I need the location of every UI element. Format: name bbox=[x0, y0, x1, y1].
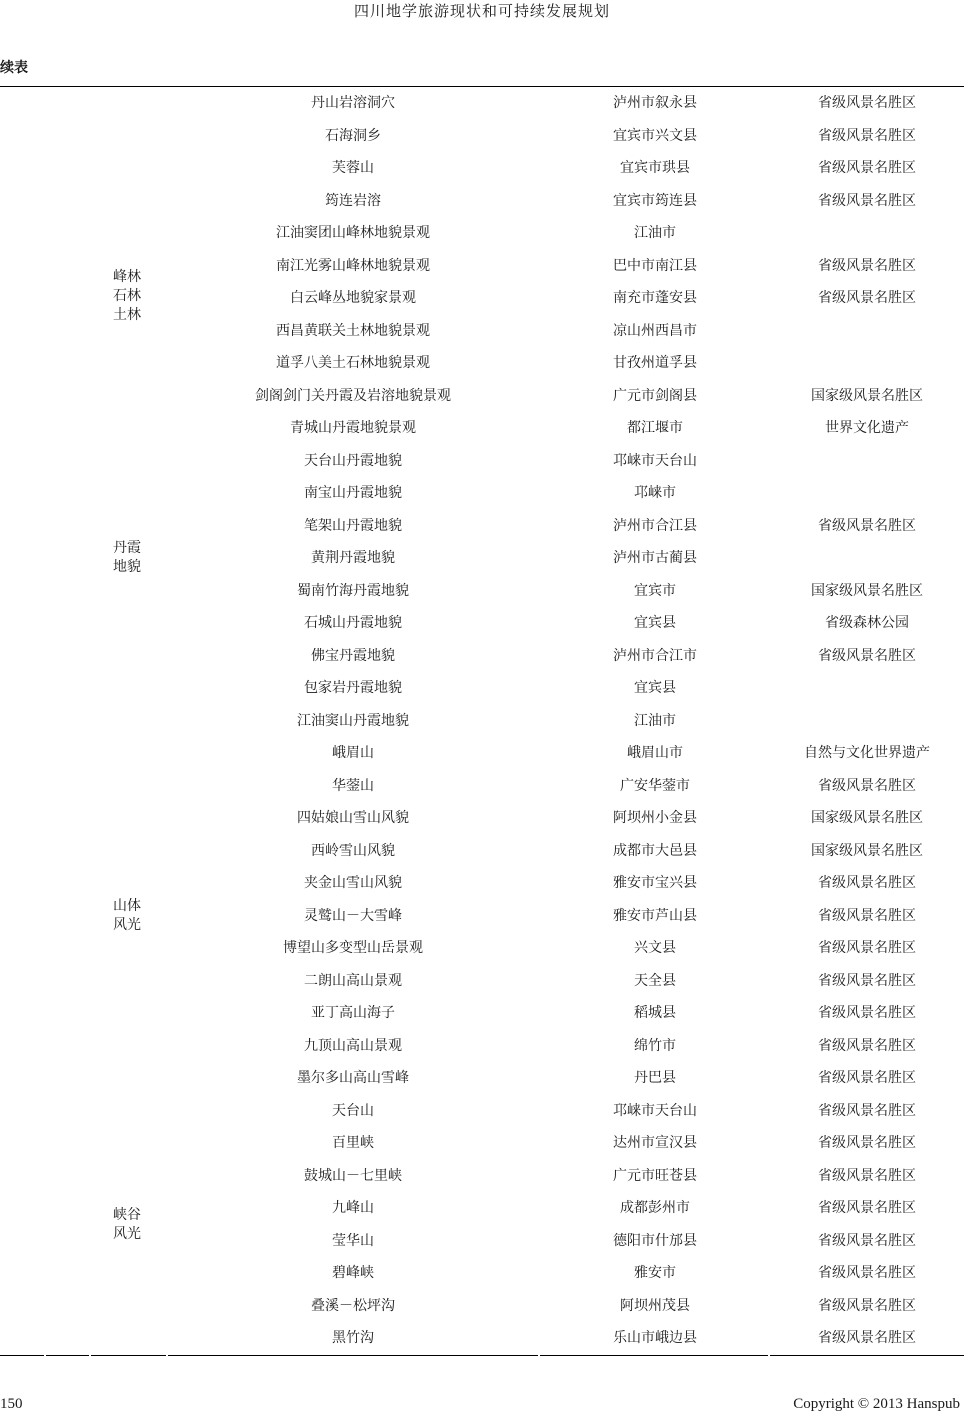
scenic-spot-level: 省级森林公园 bbox=[825, 615, 909, 631]
scenic-spot-name: 佛宝丹霞地貌 bbox=[311, 647, 395, 664]
scenic-spot-location: 江油市 bbox=[634, 712, 676, 729]
scenic-spot-level: 省级风景名胜区 bbox=[818, 1167, 916, 1184]
scenic-spot-name: 江油窦团山峰林地貌景观 bbox=[276, 225, 430, 241]
table-row bbox=[0, 932, 964, 965]
scenic-spot-name: 南江光雾山峰林地貌景观 bbox=[276, 257, 430, 274]
scenic-spot-location: 峨眉山市 bbox=[627, 745, 683, 761]
table-row bbox=[0, 607, 964, 640]
table-row bbox=[0, 1225, 964, 1258]
scenic-spot-level bbox=[770, 315, 964, 348]
scenic-spot-level: 省级风景名胜区 bbox=[818, 257, 916, 274]
scenic-spot-name: 亚丁高山海子 bbox=[311, 1005, 395, 1021]
table-row bbox=[0, 152, 964, 185]
scenic-spot-level: 省级风景名胜区 bbox=[818, 940, 916, 956]
table-bottom-rule-segment bbox=[168, 1355, 538, 1356]
table-bottom-rule bbox=[0, 1355, 964, 1357]
scenic-spot-level: 省级风景名胜区 bbox=[818, 1135, 916, 1151]
scenic-spot-location: 宜宾市 bbox=[634, 582, 676, 599]
scenic-spot-location: 阿坝州小金县 bbox=[613, 810, 697, 826]
copyright-notice: Copyright © 2013 Hanspub bbox=[793, 1396, 960, 1412]
scenic-spot-level: 自然与文化世界遗产 bbox=[804, 745, 930, 761]
scenic-spot-level: 省级风景名胜区 bbox=[818, 1232, 916, 1249]
scenic-spot-location: 泸州市合江市 bbox=[613, 647, 697, 664]
scenic-spot-name: 碧峰峡 bbox=[332, 1265, 374, 1281]
scenic-spot-name: 筠连岩溶 bbox=[325, 192, 381, 209]
scenic-spot-name: 江油窦山丹霞地貌 bbox=[297, 712, 409, 729]
scenic-spot-location: 宜宾县 bbox=[634, 615, 676, 631]
table-row bbox=[0, 1030, 964, 1063]
scenic-spot-level bbox=[770, 217, 964, 250]
scenic-spot-location: 泸州市合江县 bbox=[613, 517, 697, 534]
table-row bbox=[0, 1160, 964, 1193]
scenic-spot-location: 江油市 bbox=[634, 225, 676, 241]
table-row bbox=[0, 997, 964, 1030]
scenic-spot-level: 省级风景名胜区 bbox=[818, 290, 916, 306]
scenic-spot-name: 青城山丹霞地貌景观 bbox=[290, 420, 416, 436]
scenic-spot-location: 广安华蓥市 bbox=[620, 777, 690, 794]
scenic-spot-location: 邛崃市 bbox=[634, 485, 676, 501]
group-label-line: 风光 bbox=[113, 1226, 141, 1242]
group-label-line: 地貌 bbox=[113, 559, 141, 575]
scenic-spot-level: 省级风景名胜区 bbox=[818, 1070, 916, 1086]
table-row bbox=[0, 120, 964, 153]
scenic-spot-name: 博望山多变型山岳景观 bbox=[283, 940, 423, 956]
scenic-spot-location: 宜宾县 bbox=[634, 680, 676, 696]
group-label-line: 峡谷 bbox=[113, 1207, 141, 1223]
scenic-spot-name: 西岭雪山风貌 bbox=[311, 842, 395, 859]
table-row bbox=[0, 347, 964, 380]
scenic-spot-location: 雅安市 bbox=[634, 1265, 676, 1281]
scenic-spot-name: 芙蓉山 bbox=[332, 160, 374, 176]
scenic-spot-name: 道孚八美土石林地貌景观 bbox=[276, 355, 430, 371]
table-row bbox=[0, 802, 964, 835]
scenic-spot-level: 国家级风景名胜区 bbox=[811, 810, 923, 826]
scenic-spot-name: 夹金山雪山风貌 bbox=[304, 875, 402, 891]
scenic-spot-level: 世界文化遗产 bbox=[825, 420, 909, 436]
scenic-spot-location: 成都市大邑县 bbox=[613, 842, 697, 859]
scenic-spot-location: 德阳市什邡县 bbox=[613, 1232, 697, 1249]
scenic-spot-level: 省级风景名胜区 bbox=[818, 907, 916, 924]
scenic-spot-name: 剑阁剑门关丹霞及岩溶地貌景观 bbox=[255, 387, 451, 404]
scenic-spot-name: 包家岩丹霞地貌 bbox=[304, 680, 402, 696]
table-row bbox=[0, 380, 964, 413]
scenic-spot-location: 广元市剑阁县 bbox=[613, 387, 697, 404]
scenic-spot-location: 宜宾市珙县 bbox=[620, 160, 690, 176]
scenic-spot-level bbox=[770, 672, 964, 705]
scenic-spot-name: 黄荆丹霞地貌 bbox=[311, 550, 395, 566]
table-row bbox=[0, 1192, 964, 1225]
scenic-spot-name: 白云峰丛地貌家景观 bbox=[290, 290, 416, 306]
scenic-spot-level: 省级风景名胜区 bbox=[818, 160, 916, 176]
group-label-line: 石林 bbox=[113, 288, 141, 304]
scenic-spot-level: 国家级风景名胜区 bbox=[811, 842, 923, 859]
scenic-spot-location: 邛崃市天台山 bbox=[613, 452, 697, 469]
scenic-spot-location: 达州市宣汉县 bbox=[613, 1135, 697, 1151]
scenic-spot-name: 二朗山高山景观 bbox=[304, 972, 402, 989]
table-bottom-rule-segment bbox=[46, 1355, 89, 1356]
scenic-spot-level: 国家级风景名胜区 bbox=[811, 582, 923, 599]
table-row bbox=[0, 672, 964, 705]
scenic-spot-location: 泸州市古蔺县 bbox=[613, 550, 697, 566]
scenic-spot-level: 国家级风景名胜区 bbox=[811, 387, 923, 404]
scenic-spot-location: 乐山市峨边县 bbox=[613, 1330, 697, 1346]
page-number: 150 bbox=[0, 1396, 23, 1412]
table-row bbox=[0, 1062, 964, 1095]
scenic-spot-name: 百里峡 bbox=[332, 1135, 374, 1151]
scenic-spot-name: 峨眉山 bbox=[332, 745, 374, 761]
scenic-spot-name: 丹山岩溶洞穴 bbox=[311, 95, 395, 111]
table-bottom-rule-segment bbox=[770, 1355, 964, 1356]
table-row bbox=[0, 965, 964, 998]
table-bottom-rule-segment bbox=[540, 1355, 768, 1356]
scenic-spot-level bbox=[770, 445, 964, 478]
table-row bbox=[0, 250, 964, 283]
table-row bbox=[0, 87, 964, 120]
group-label-line: 山体 bbox=[113, 898, 141, 914]
scenic-spot-level: 省级风景名胜区 bbox=[818, 777, 916, 794]
table-row bbox=[0, 315, 964, 348]
scenic-spot-name: 华蓥山 bbox=[332, 777, 374, 794]
scenic-spot-location: 天全县 bbox=[634, 972, 676, 989]
scenic-spot-location: 广元市旺苍县 bbox=[613, 1167, 697, 1184]
scenic-spot-name: 石城山丹霞地貌 bbox=[304, 615, 402, 631]
table-row bbox=[0, 542, 964, 575]
group-label-line: 风光 bbox=[113, 917, 141, 933]
scenic-spot-location: 邛崃市天台山 bbox=[613, 1102, 697, 1119]
scenic-spot-name: 四姑娘山雪山风貌 bbox=[297, 810, 409, 826]
scenic-spot-level: 省级风景名胜区 bbox=[818, 192, 916, 209]
table-row bbox=[0, 1127, 964, 1160]
scenic-spot-level: 省级风景名胜区 bbox=[818, 1297, 916, 1314]
table-row bbox=[0, 1322, 964, 1355]
scenic-spot-location: 巴中市南江县 bbox=[613, 257, 697, 274]
table-row bbox=[0, 217, 964, 250]
scenic-spot-location: 都江堰市 bbox=[627, 420, 683, 436]
table-row bbox=[0, 185, 964, 218]
scenic-spot-location: 南充市蓬安县 bbox=[613, 290, 697, 306]
scenic-spot-name: 鼓城山－七里峡 bbox=[304, 1167, 402, 1184]
scenic-spot-level: 省级风景名胜区 bbox=[818, 875, 916, 891]
table-row bbox=[0, 575, 964, 608]
table-bottom-rule-segment bbox=[91, 1355, 166, 1356]
scenic-spot-name: 墨尔多山高山雪峰 bbox=[297, 1070, 409, 1086]
group-label-line: 丹霞 bbox=[113, 540, 141, 556]
scenic-spot-name: 黑竹沟 bbox=[332, 1330, 374, 1346]
scenic-spot-location: 凉山州西昌市 bbox=[613, 322, 697, 339]
scenic-spot-name: 莹华山 bbox=[332, 1232, 374, 1249]
scenic-spot-location: 泸州市叙永县 bbox=[613, 95, 697, 111]
scenic-spot-location: 雅安市芦山县 bbox=[613, 907, 697, 924]
table-row bbox=[0, 900, 964, 933]
scenic-spot-level: 省级风景名胜区 bbox=[818, 95, 916, 111]
scenic-spot-name: 南宝山丹霞地貌 bbox=[304, 485, 402, 501]
scenic-spot-name: 天台山 bbox=[332, 1102, 374, 1119]
group-label-line: 峰林 bbox=[113, 269, 141, 285]
table-row bbox=[0, 1257, 964, 1290]
scenic-spot-location: 成都彭州市 bbox=[620, 1200, 690, 1216]
table-row bbox=[0, 477, 964, 510]
scenic-spot-level bbox=[770, 705, 964, 738]
scenic-spot-level: 省级风景名胜区 bbox=[818, 1005, 916, 1021]
scenic-spot-location: 绵竹市 bbox=[634, 1037, 676, 1054]
scenic-spot-name: 九峰山 bbox=[332, 1200, 374, 1216]
scenic-spot-level: 省级风景名胜区 bbox=[818, 1330, 916, 1346]
table-row bbox=[0, 282, 964, 315]
scenic-spot-name: 天台山丹霞地貌 bbox=[304, 452, 402, 469]
table-row bbox=[0, 705, 964, 738]
scenic-spot-name: 蜀南竹海丹霞地貌 bbox=[297, 582, 409, 599]
scenic-spot-level: 省级风景名胜区 bbox=[818, 1037, 916, 1054]
scenic-spot-location: 稻城县 bbox=[634, 1005, 676, 1021]
scenic-spot-level: 省级风景名胜区 bbox=[818, 647, 916, 664]
scenic-spot-name: 西昌黄联关土林地貌景观 bbox=[276, 322, 430, 339]
scenic-spot-location: 阿坝州茂县 bbox=[620, 1297, 690, 1314]
table-row bbox=[0, 867, 964, 900]
table-continued-label: 续表 bbox=[0, 60, 28, 76]
scenic-spot-name: 石海洞乡 bbox=[325, 127, 381, 144]
scenic-spot-level: 省级风景名胜区 bbox=[818, 972, 916, 989]
table-row bbox=[0, 1095, 964, 1128]
scenic-spot-level: 省级风景名胜区 bbox=[818, 1265, 916, 1281]
table-row bbox=[0, 1290, 964, 1323]
scenic-spot-level: 省级风景名胜区 bbox=[818, 517, 916, 534]
table-row bbox=[0, 835, 964, 868]
scenic-spot-level: 省级风景名胜区 bbox=[818, 1200, 916, 1216]
scenic-spot-location: 兴文县 bbox=[634, 940, 676, 956]
table-row bbox=[0, 640, 964, 673]
group-label-line: 土林 bbox=[113, 307, 141, 323]
scenic-table-body bbox=[0, 87, 964, 1355]
scenic-spot-location: 丹巴县 bbox=[634, 1070, 676, 1086]
table-row bbox=[0, 445, 964, 478]
scenic-spot-location: 宜宾市筠连县 bbox=[613, 192, 697, 209]
table-bottom-rule-segment bbox=[0, 1355, 44, 1356]
scenic-spot-level bbox=[770, 542, 964, 575]
scenic-spot-level bbox=[770, 477, 964, 510]
scenic-spot-name: 灵鹫山－大雪峰 bbox=[304, 907, 402, 924]
scenic-spot-name: 九顶山高山景观 bbox=[304, 1037, 402, 1054]
table-row bbox=[0, 737, 964, 770]
scenic-spot-name: 叠溪－松坪沟 bbox=[311, 1297, 395, 1314]
scenic-spot-location: 雅安市宝兴县 bbox=[613, 875, 697, 891]
scenic-spot-level: 省级风景名胜区 bbox=[818, 127, 916, 144]
scenic-spot-name: 笔架山丹霞地貌 bbox=[304, 517, 402, 534]
table-row bbox=[0, 510, 964, 543]
table-row bbox=[0, 412, 964, 445]
scenic-spot-level bbox=[770, 347, 964, 380]
table-row bbox=[0, 770, 964, 803]
scenic-spot-location: 甘孜州道孚县 bbox=[613, 355, 697, 371]
scenic-spot-level: 省级风景名胜区 bbox=[818, 1102, 916, 1119]
page-title: 四川地学旅游现状和可持续发展规划 bbox=[353, 2, 610, 20]
scenic-spot-location: 宜宾市兴文县 bbox=[613, 127, 697, 144]
